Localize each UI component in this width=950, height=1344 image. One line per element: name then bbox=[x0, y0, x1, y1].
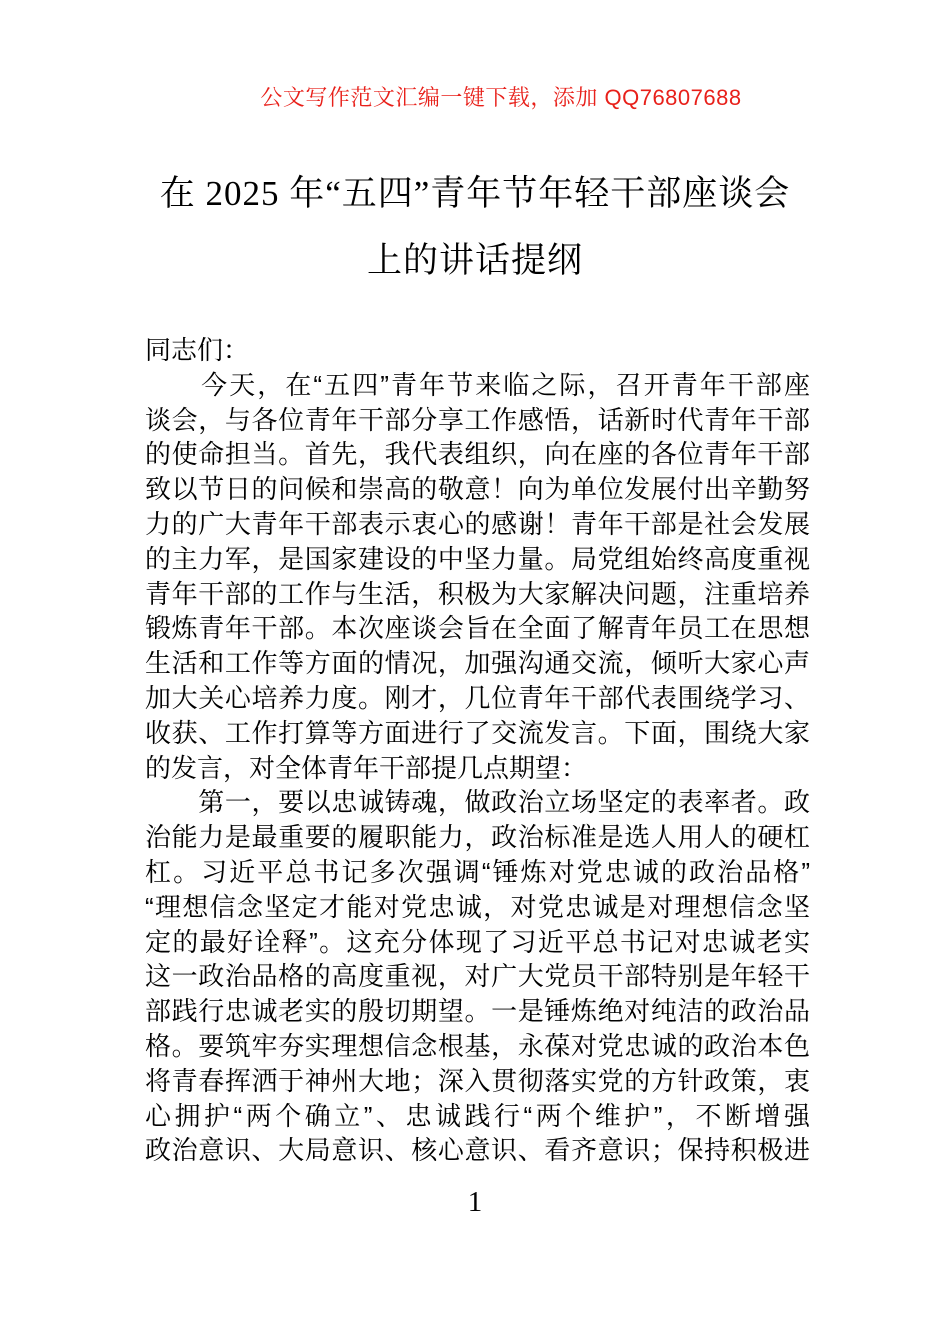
body-line: 的发言，对全体青年干部提几点期望： bbox=[145, 752, 588, 783]
page-number: 1 bbox=[467, 1186, 483, 1218]
body-line: 定的最好诠释”。这充分体现了习近平总书记对忠诚老实 bbox=[145, 926, 810, 957]
body-line: 部践行忠诚老实的殷切期望。一是锤炼绝对纯洁的政治品 bbox=[145, 996, 810, 1027]
document-title-line1: 在 2025 年“五四”青年节年轻干部座谈会 bbox=[159, 174, 791, 213]
body-line: “理想信念坚定才能对党忠诚，对党忠诚是对理想信念坚 bbox=[145, 891, 810, 922]
document-body bbox=[145, 333, 810, 1168]
header-notice: 公文写作范文汇编一键下载，添加 QQ76807688 bbox=[260, 85, 742, 110]
body-line: 这一政治品格的高度重视，对广大党员干部特别是年轻干 bbox=[145, 961, 810, 992]
body-line: 今天，在“五四”青年节来临之际，召开青年干部座 bbox=[145, 369, 810, 400]
body-line: 加大关心培养力度。刚才，几位青年干部代表围绕学习、 bbox=[145, 682, 810, 713]
body-line: 青年干部的工作与生活，积极为大家解决问题，注重培养 bbox=[145, 578, 810, 609]
body-line: 治能力是最重要的履职能力，政治标准是选人用人的硬杠 bbox=[145, 822, 810, 853]
body-line: 生活和工作等方面的情况，加强沟通交流，倾听大家心声 bbox=[145, 648, 810, 679]
body-line: 锻炼青年干部。本次座谈会旨在全面了解青年员工在思想 bbox=[145, 613, 810, 644]
body-line: 心拥护“两个确立”、忠诚践行“两个维护”，不断增强 bbox=[145, 1100, 810, 1131]
body-line: 格。要筑牢夯实理想信念根基，永葆对党忠诚的政治本色 bbox=[145, 1030, 810, 1061]
body-line: 将青春挥洒于神州大地；深入贯彻落实党的方针政策，衷 bbox=[145, 1065, 810, 1096]
document-title bbox=[0, 160, 950, 294]
body-line: 的使命担当。首先，我代表组织，向在座的各位青年干部 bbox=[145, 439, 810, 470]
body-line: 力的广大青年干部表示衷心的感谢！青年干部是社会发展 bbox=[145, 508, 810, 539]
body-line: 的主力军，是国家建设的中坚力量。局党组始终高度重视 bbox=[145, 543, 810, 574]
body-line: 政治意识、大局意识、核心意识、看齐意识；保持积极进 bbox=[145, 1135, 810, 1166]
document-title-line2: 上的讲话提纲 bbox=[366, 241, 583, 280]
body-line: 收获、工作打算等方面进行了交流发言。下面，围绕大家 bbox=[145, 717, 810, 748]
body-line: 谈会，与各位青年干部分享工作感悟，话新时代青年干部 bbox=[145, 404, 810, 435]
body-line: 致以节日的问候和崇高的敬意！向为单位发展付出辛勤努 bbox=[145, 474, 810, 505]
body-line: 同志们： bbox=[145, 335, 250, 365]
body-line: 杠。习近平总书记多次强调“锤炼对党忠诚的政治品格” bbox=[145, 856, 810, 887]
body-line: 第一，要以忠诚铸魂，做政治立场坚定的表率者。政 bbox=[145, 787, 810, 818]
